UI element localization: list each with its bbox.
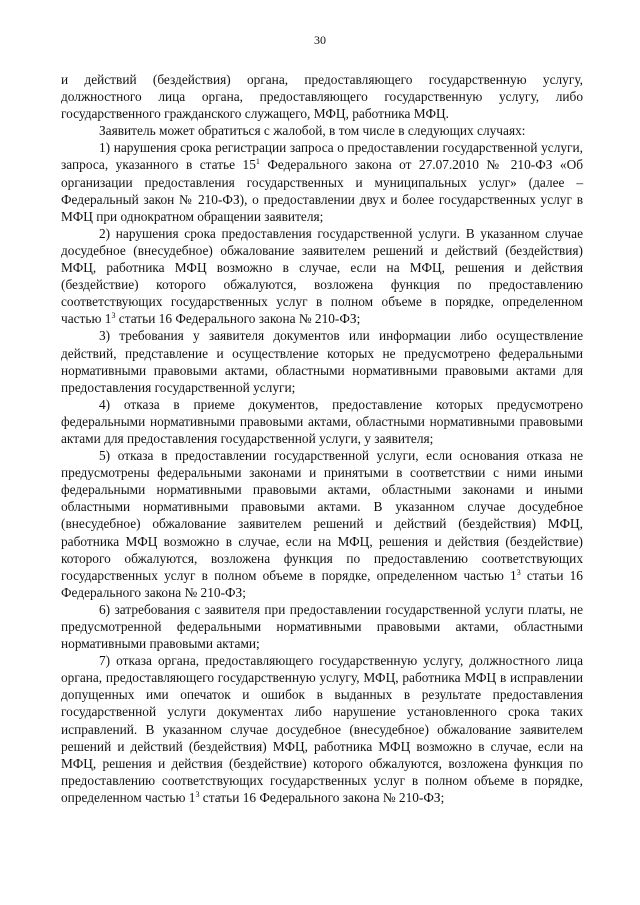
paragraph-text: статьи 16 Федерального закона № 210-ФЗ;	[115, 311, 361, 327]
page-number: 30	[314, 33, 326, 47]
paragraph	[61, 139, 583, 224]
paragraph-text: 3) требования у заявителя документов или информации либо осуществление действий, представление и осуществление которых не предусмотрено федеральными нормативными правовыми актами, областными нормативными правовыми актами для предоставления государственной услуги;	[61, 328, 583, 395]
superscript: 1	[255, 157, 260, 167]
paragraph-text: 5) отказа в предоставлении государственной услуги, если основания отказа не предусмотрены федеральными законами и принятыми в соответствии с ними иными федеральными нормативными правовыми актами, областными законами и иными областными нормативными правовыми актами. В указанном случае досудебное (внесудебное) обжалование заявителем решений и действий (бездействия) МФЦ, работника МФЦ возможно в случае, если на МФЦ, решения и действия (бездействие) которого обжалуются, возложена функция по предоставлению соответствующих государственных услуг в полном объеме в порядке, определенном частью 1	[61, 448, 583, 583]
paragraph	[61, 396, 583, 447]
superscript: 3	[111, 311, 116, 321]
paragraph-text: статьи 16 Федерального закона № 210-ФЗ;	[199, 789, 445, 805]
paragraph-text: и действий (бездействия) органа, предоставляющего государственную услугу, должностного лица органа, предоставляющего государственную услугу, либо государственного гражданского служащего, МФЦ, работника МФЦ.	[61, 72, 583, 122]
paragraph-text: Федерального закона от 27.07.2010 № 210-ФЗ «Об организации предоставления государственных и муниципальных услуг» (далее – Федеральный закон № 210-ФЗ), о предоставлении двух и более государственных услуг в МФЦ при однократном обращении заявителя;	[61, 157, 583, 224]
paragraph-text: 6) затребования с заявителя при предоставлении государственной услуги платы, не предусмотренной федеральными нормативными правовыми актами, областными нормативными правовыми актами;	[61, 601, 583, 652]
paragraph-text: Заявитель может обратиться с жалобой, в том числе в следующих случаях:	[99, 123, 526, 139]
superscript: 3	[516, 567, 521, 577]
paragraph-text: 7) отказа органа, предоставляющего государственную услугу, должностного лица органа, предоставляющего государственную услугу, МФЦ, работника МФЦ в исправлении допущенных ими опечаток и ошибок в выданных в результате предоставления государственной услуги документах либо нарушение установленного срока таких исправлений. В указанном случае досудебное (внесудебное) обжалование заявителем решений и действий (бездействия) МФЦ, работника МФЦ возможно в случае, если на МФЦ, решения и действия (бездействие) которого обжалуются, возложена функция по предоставлению соответствующих государственных услуг в полном объеме в порядке, определенном частью 1	[61, 653, 583, 805]
paragraph	[61, 447, 583, 601]
paragraph	[61, 225, 583, 328]
paragraph	[61, 601, 583, 652]
paragraph	[61, 122, 583, 139]
paragraph	[61, 71, 583, 122]
paragraph-text: 2) нарушения срока предоставления государственной услуги. В указанном случае досудебное (внесудебное) обжалование заявителем решений и действий (бездействия) МФЦ, работника МФЦ возможно в случае, если на МФЦ, решения и действия (бездействие) которого обжалуются, возложена функция по предоставлению соответствующих государственных услуг в полном объеме в порядке, определенном частью 1	[61, 225, 583, 327]
paragraph-text: статьи 16 Федерального закона № 210-ФЗ;	[61, 567, 583, 600]
paragraph	[61, 652, 583, 806]
paragraph-text: 1) нарушения срока регистрации запроса о предоставлении государственной услуги, запроса, указанного в статье 15	[61, 140, 583, 173]
superscript: 3	[195, 789, 200, 799]
paragraph-text: 4) отказа в приеме документов, предоставление которых предусмотрено федеральными нормативными правовыми актами, областными нормативными правовыми актами для предоставления государственной услуги, у заявителя;	[61, 396, 583, 446]
document-body	[61, 71, 583, 806]
paragraph	[61, 327, 583, 395]
